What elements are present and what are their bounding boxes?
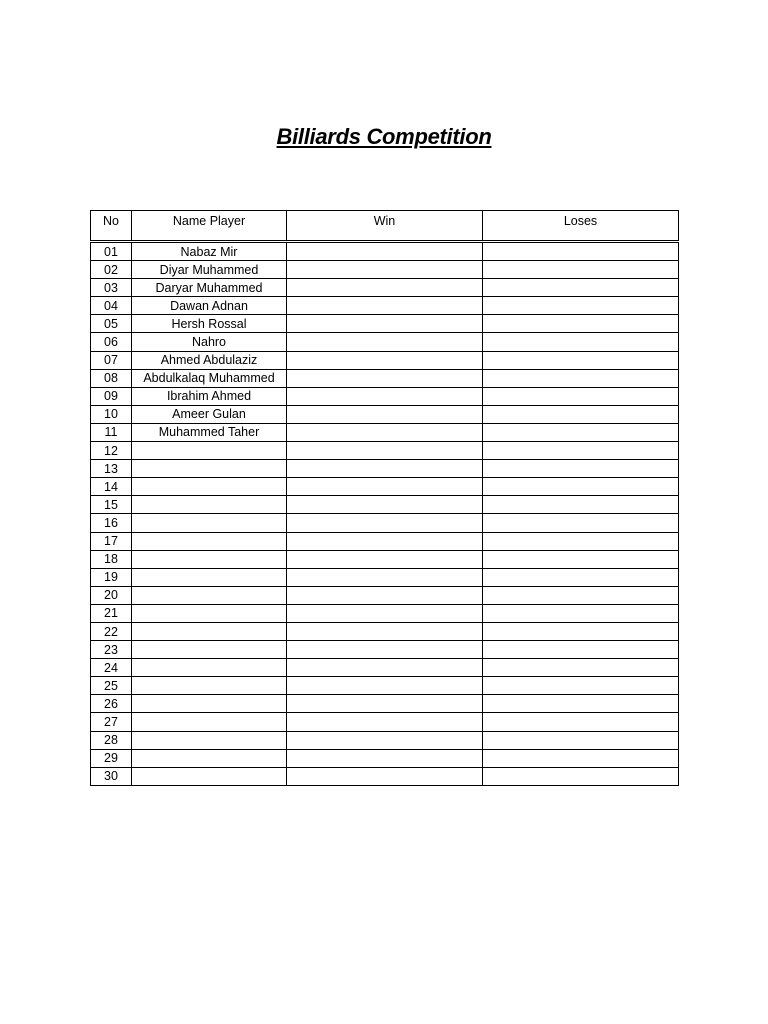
- table-row: [91, 279, 679, 297]
- cell-win: [287, 622, 483, 640]
- cell-loses: [483, 731, 679, 749]
- cell-no: 08: [91, 369, 132, 387]
- cell-no: 28: [91, 731, 132, 749]
- cell-win: [287, 604, 483, 622]
- cell-no: 03: [91, 279, 132, 297]
- table-row: [91, 333, 679, 351]
- cell-name-player: Abdulkalaq Muhammed: [132, 369, 287, 387]
- cell-win: [287, 677, 483, 695]
- table-row: [91, 695, 679, 713]
- cell-loses: [483, 333, 679, 351]
- cell-name-player: [132, 749, 287, 767]
- table-row: [91, 749, 679, 767]
- cell-no: 21: [91, 604, 132, 622]
- cell-name-player: [132, 478, 287, 496]
- cell-name-player: Hersh Rossal: [132, 315, 287, 333]
- cell-win: [287, 478, 483, 496]
- cell-win: [287, 405, 483, 423]
- cell-name-player: [132, 622, 287, 640]
- cell-loses: [483, 279, 679, 297]
- cell-loses: [483, 369, 679, 387]
- cell-loses: [483, 460, 679, 478]
- table-row: [91, 568, 679, 586]
- cell-loses: [483, 532, 679, 550]
- cell-no: 23: [91, 641, 132, 659]
- table-row: [91, 261, 679, 279]
- cell-name-player: Ahmed Abdulaziz: [132, 351, 287, 369]
- cell-loses: [483, 586, 679, 604]
- cell-name-player: [132, 731, 287, 749]
- cell-loses: [483, 351, 679, 369]
- cell-loses: [483, 423, 679, 441]
- page-title: Billiards Competition: [276, 124, 492, 149]
- cell-loses: [483, 568, 679, 586]
- cell-name-player: [132, 677, 287, 695]
- cell-loses: [483, 659, 679, 677]
- cell-no: 13: [91, 460, 132, 478]
- cell-no: 29: [91, 749, 132, 767]
- cell-no: 04: [91, 297, 132, 315]
- cell-win: [287, 695, 483, 713]
- cell-name-player: Ibrahim Ahmed: [132, 387, 287, 405]
- header-loses: Loses: [483, 211, 679, 242]
- table-row: [91, 460, 679, 478]
- table-row: [91, 387, 679, 405]
- table-row: [91, 659, 679, 677]
- table-row: [91, 767, 679, 785]
- cell-no: 22: [91, 622, 132, 640]
- cell-loses: [483, 695, 679, 713]
- cell-name-player: [132, 695, 287, 713]
- cell-loses: [483, 297, 679, 315]
- cell-name-player: Daryar Muhammed: [132, 279, 287, 297]
- cell-name-player: [132, 568, 287, 586]
- cell-no: 30: [91, 767, 132, 785]
- cell-loses: [483, 767, 679, 785]
- cell-name-player: Dawan Adnan: [132, 297, 287, 315]
- cell-name-player: [132, 604, 287, 622]
- cell-win: [287, 749, 483, 767]
- cell-win: [287, 315, 483, 333]
- table-row: [91, 550, 679, 568]
- cell-loses: [483, 641, 679, 659]
- table-row: [91, 496, 679, 514]
- cell-loses: [483, 604, 679, 622]
- cell-name-player: [132, 532, 287, 550]
- cell-win: [287, 460, 483, 478]
- cell-win: [287, 496, 483, 514]
- table-row: [91, 731, 679, 749]
- cell-no: 20: [91, 586, 132, 604]
- table-row: [91, 677, 679, 695]
- cell-loses: [483, 749, 679, 767]
- cell-loses: [483, 677, 679, 695]
- table-row: [91, 442, 679, 460]
- cell-no: 09: [91, 387, 132, 405]
- table-row: [91, 369, 679, 387]
- cell-name-player: Diyar Muhammed: [132, 261, 287, 279]
- cell-no: 17: [91, 532, 132, 550]
- competition-table: [90, 210, 679, 786]
- cell-loses: [483, 387, 679, 405]
- cell-name-player: [132, 659, 287, 677]
- cell-loses: [483, 514, 679, 532]
- table-row: [91, 713, 679, 731]
- header-name-player: Name Player: [132, 211, 287, 242]
- cell-loses: [483, 242, 679, 261]
- cell-win: [287, 586, 483, 604]
- table-row: [91, 622, 679, 640]
- cell-no: 18: [91, 550, 132, 568]
- cell-name-player: Nahro: [132, 333, 287, 351]
- cell-name-player: [132, 586, 287, 604]
- cell-win: [287, 532, 483, 550]
- cell-name-player: [132, 514, 287, 532]
- cell-win: [287, 242, 483, 261]
- table-row: [91, 315, 679, 333]
- cell-win: [287, 659, 483, 677]
- cell-win: [287, 279, 483, 297]
- cell-name-player: [132, 442, 287, 460]
- cell-name-player: Ameer Gulan: [132, 405, 287, 423]
- cell-loses: [483, 442, 679, 460]
- cell-name-player: [132, 713, 287, 731]
- cell-no: 26: [91, 695, 132, 713]
- cell-win: [287, 442, 483, 460]
- cell-no: 16: [91, 514, 132, 532]
- cell-name-player: Nabaz Mir: [132, 242, 287, 261]
- cell-loses: [483, 622, 679, 640]
- table-row: [91, 586, 679, 604]
- cell-name-player: [132, 550, 287, 568]
- cell-name-player: [132, 641, 287, 659]
- cell-loses: [483, 261, 679, 279]
- table-row: [91, 641, 679, 659]
- table-header-row: [91, 211, 679, 242]
- header-win: Win: [287, 211, 483, 242]
- cell-no: 15: [91, 496, 132, 514]
- table-row: [91, 604, 679, 622]
- cell-no: 12: [91, 442, 132, 460]
- cell-win: [287, 514, 483, 532]
- cell-no: 11: [91, 423, 132, 441]
- cell-no: 19: [91, 568, 132, 586]
- cell-name-player: [132, 460, 287, 478]
- cell-win: [287, 333, 483, 351]
- cell-no: 02: [91, 261, 132, 279]
- cell-win: [287, 641, 483, 659]
- cell-name-player: [132, 767, 287, 785]
- cell-win: [287, 731, 483, 749]
- cell-win: [287, 767, 483, 785]
- cell-no: 24: [91, 659, 132, 677]
- cell-win: [287, 568, 483, 586]
- cell-no: 25: [91, 677, 132, 695]
- cell-name-player: Muhammed Taher: [132, 423, 287, 441]
- cell-loses: [483, 550, 679, 568]
- header-no: No: [91, 211, 132, 242]
- table-row: [91, 423, 679, 441]
- cell-win: [287, 261, 483, 279]
- cell-loses: [483, 315, 679, 333]
- table-row: [91, 478, 679, 496]
- table-row: [91, 532, 679, 550]
- cell-no: 01: [91, 242, 132, 261]
- cell-win: [287, 713, 483, 731]
- cell-win: [287, 550, 483, 568]
- cell-loses: [483, 713, 679, 731]
- table-row: [91, 514, 679, 532]
- cell-win: [287, 297, 483, 315]
- cell-no: 05: [91, 315, 132, 333]
- cell-loses: [483, 478, 679, 496]
- cell-win: [287, 423, 483, 441]
- table-row: [91, 297, 679, 315]
- cell-win: [287, 369, 483, 387]
- cell-loses: [483, 496, 679, 514]
- cell-no: 10: [91, 405, 132, 423]
- cell-no: 06: [91, 333, 132, 351]
- cell-no: 14: [91, 478, 132, 496]
- cell-win: [287, 387, 483, 405]
- cell-loses: [483, 405, 679, 423]
- table-row: [91, 242, 679, 261]
- cell-no: 07: [91, 351, 132, 369]
- cell-name-player: [132, 496, 287, 514]
- cell-win: [287, 351, 483, 369]
- table-row: [91, 405, 679, 423]
- table-row: [91, 351, 679, 369]
- cell-no: 27: [91, 713, 132, 731]
